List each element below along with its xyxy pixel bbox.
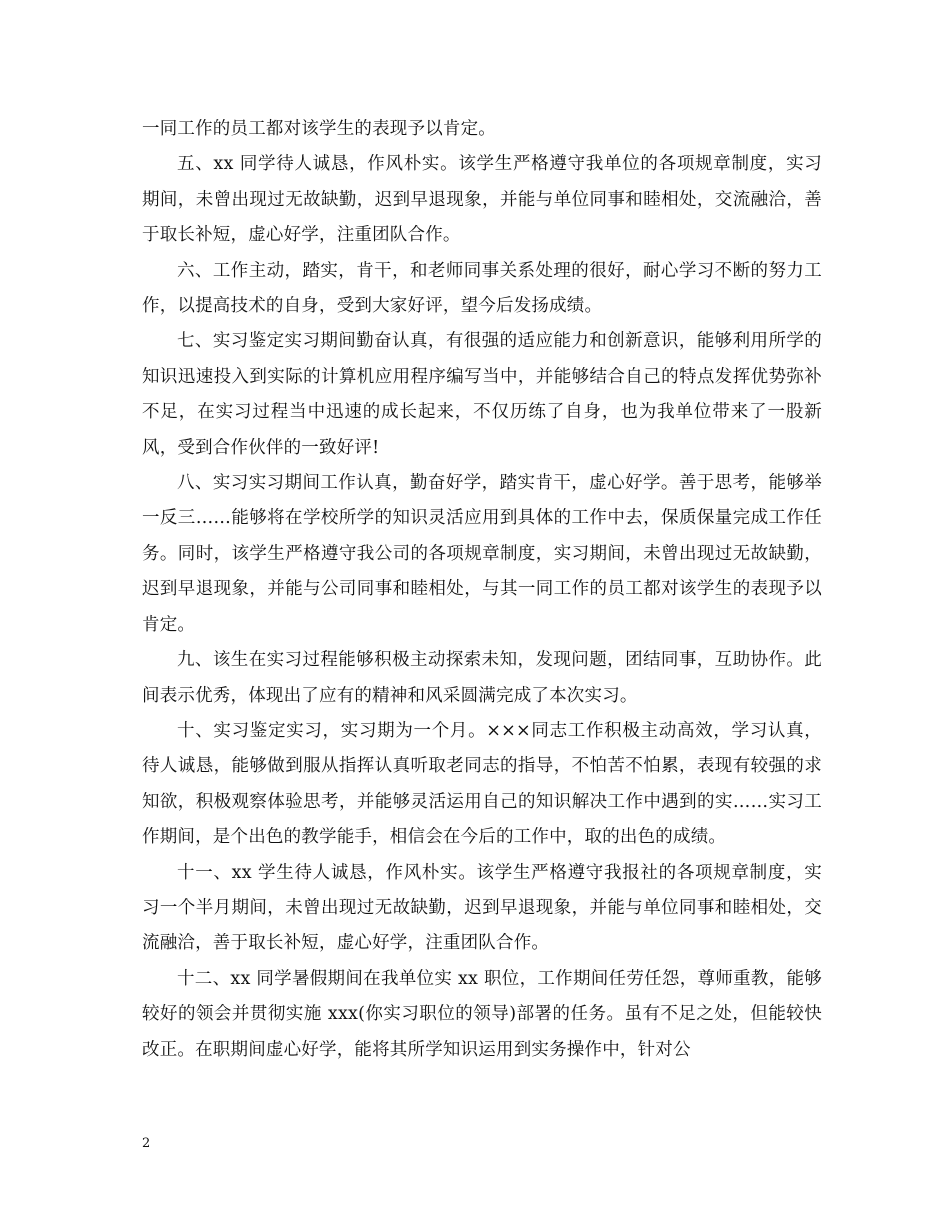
paragraph-item-8: 八、实习实习期间工作认真，勤奋好学，踏实肯干，虚心好学。善于思考，能够举一反三……能够将在学校所学的知识灵活应用到具体的工作中去，保质保量完成工作任务。同时，该学生严格遵守我公司的各项规章制度，实习期间，未曾出现过无故缺勤，迟到早退现象，并能与公司同事和睦相处，与其一同工作的员工都对该学生的表现予以肯定。 (142, 473, 822, 635)
paragraph-item-6: 六、工作主动，踏实，肯干，和老师同事关系处理的很好，耐心学习不断的努力工作，以提高技术的自身，受到大家好评，望今后发扬成绩。 (142, 260, 822, 317)
paragraph-item-12: 十二、xx 同学暑假期间在我单位实 xx 职位，工作期间任劳任怨，尊师重教，能够较好的领会并贯彻实施 xxx(你实习职位的领导)部署的任务。虽有不足之处，但能较快改正。在职期间虚心好学，能将其所学知识运用到实务操作中，针对公 (142, 968, 822, 1060)
paragraph-continuation: 一同工作的员工都对该学生的表现予以肯定。 (142, 119, 496, 139)
document-body (142, 112, 822, 1068)
paragraph-item-10: 十、实习鉴定实习，实习期为一个月。×××同志工作积极主动高效，学习认真，待人诚恳，能够做到服从指挥认真听取老同志的指导，不怕苦不怕累，表现有较强的求知欲，积极观察体验思考，并能够灵活运用自己的知识解决工作中遇到的实……实习工作期间，是个出色的教学能手，相信会在今后的工作中，取的出色的成绩。 (142, 720, 822, 848)
paragraph-item-5: 五、xx 同学待人诚恳，作风朴实。该学生严格遵守我单位的各项规章制度，实习期间，未曾出现过无故缺勤，迟到早退现象，并能与单位同事和睦相处，交流融洽，善于取长补短，虚心好学，注重团队合作。 (142, 154, 822, 246)
page-number: 2 (142, 1136, 151, 1151)
paragraph-item-9: 九、该生在实习过程能够积极主动探索未知，发现问题，团结同事，互助协作。此间表示优秀，体现出了应有的精神和风采圆满完成了本次实习。 (142, 650, 822, 706)
paragraph-item-11: 十一、xx 学生待人诚恳，作风朴实。该学生严格遵守我报社的各项规章制度，实习一个半月期间，未曾出现过无故缺勤，迟到早退现象，并能与单位同事和睦相处，交流融洽，善于取长补短，虚心好学，注重团队合作。 (142, 862, 822, 954)
paragraph-item-7: 七、实习鉴定实习期间勤奋认真，有很强的适应能力和创新意识，能够利用所学的知识迅速投入到实际的计算机应用程序编写当中，并能够结合自己的特点发挥优势弥补不足，在实习过程当中迅速的成长起来，不仅历练了自身，也为我单位带来了一股新风，受到合作伙伴的一致好评! (142, 331, 822, 458)
